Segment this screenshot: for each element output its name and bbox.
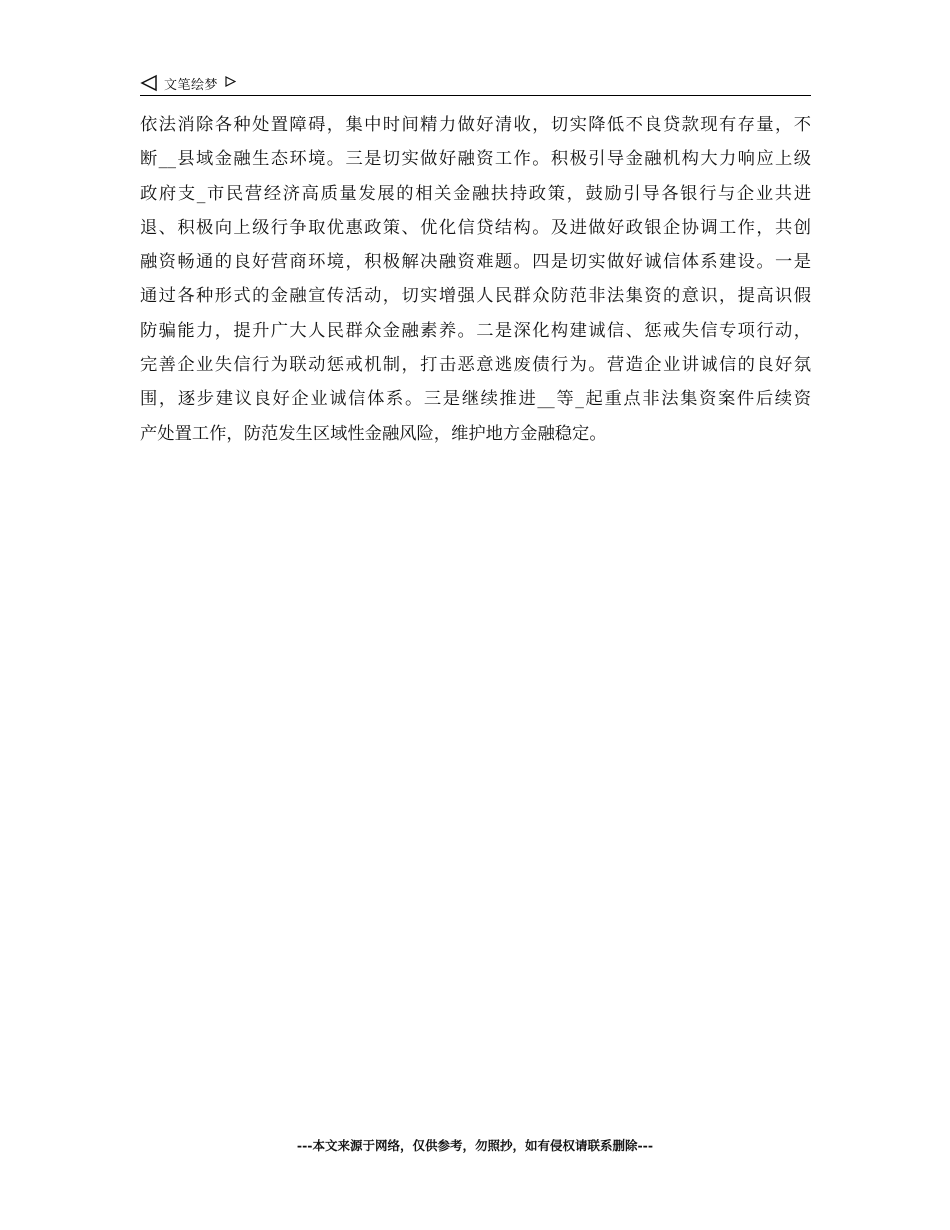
- paragraph-line: 围，逐步建议良好企业诚信体系。三是继续推进__等_起重点非法集资案件后续资: [140, 389, 811, 410]
- paragraph-line: 融资畅通的良好营商环境，积极解决融资难题。四是切实做好诚信体系建设。一是: [140, 252, 811, 273]
- paragraph-line: 依法消除各种处置障碍，集中时间精力做好清收，切实降低不良贷款现有存量，不: [140, 115, 811, 135]
- paragraph-line: 政府支_市民营经济高质量发展的相关金融扶持政策，鼓励引导各银行与企业共进: [140, 183, 811, 204]
- paragraph-line: 通过各种形式的金融宣传活动，切实增强人民群众防范非法集资的意识，提高识假: [140, 286, 811, 307]
- paragraph-line: 退、积极向上级行争取优惠政策、优化信贷结构。及进做好政银企协调工作，共创: [140, 217, 811, 238]
- paragraph-line: 完善企业失信行为联动惩戒机制，打击恶意逃废债行为。营造企业讲诚信的良好氛: [140, 355, 811, 376]
- page-header: [140, 70, 811, 96]
- triangle-left-icon: [140, 74, 158, 92]
- header-rule: [140, 95, 811, 96]
- paragraph-line: 断__县域金融生态环境。三是切实做好融资工作。积极引导金融机构大力响应上级: [140, 149, 811, 170]
- body-paragraph: [140, 108, 811, 451]
- triangle-right-icon: [225, 76, 236, 87]
- paragraph-line: 产处置工作，防范发生区域性金融风险，维护地方金融稳定。: [140, 423, 607, 444]
- header-title: 文笔绘梦: [164, 77, 219, 93]
- paragraph-line: 防骗能力，提升广大人民群众金融素养。二是深化构建诚信、惩戒失信专项行动，: [140, 320, 811, 341]
- footer-disclaimer: ---本文来源于网络，仅供参考，勿照抄，如有侵权请联系删除---: [296, 1138, 654, 1153]
